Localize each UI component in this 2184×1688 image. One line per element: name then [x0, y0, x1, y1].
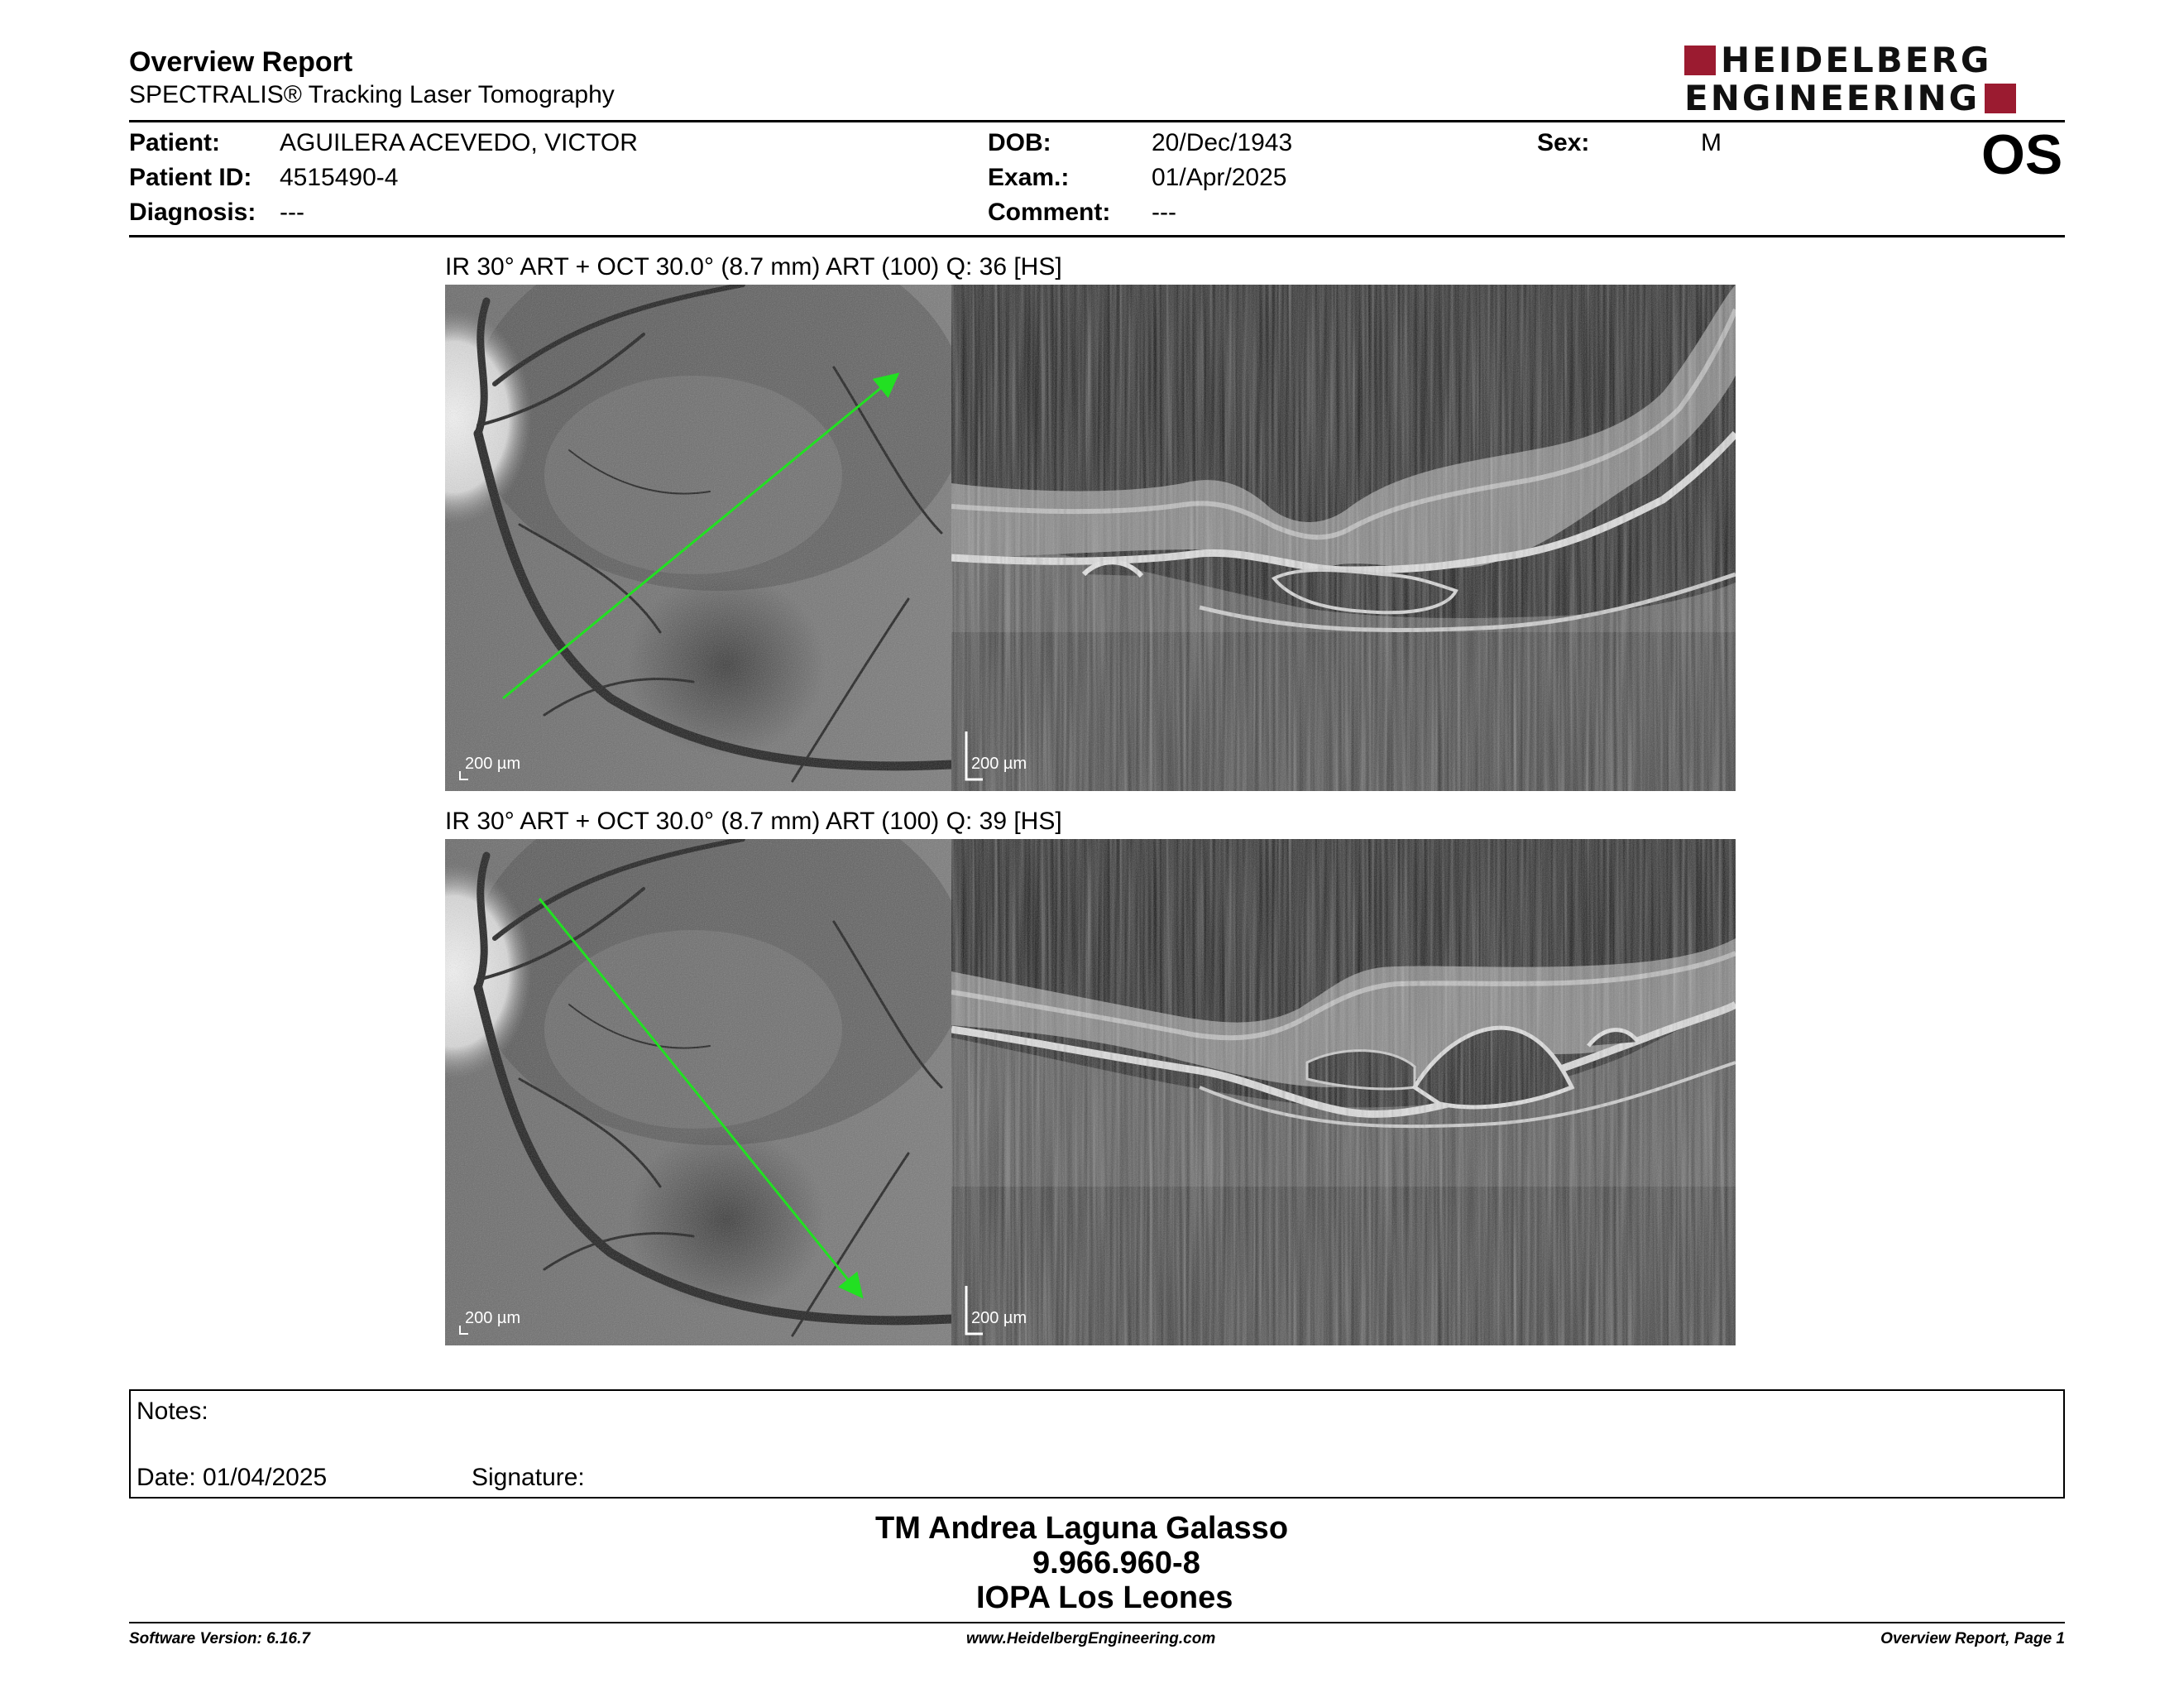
signatory-institution: IOPA Los Leones: [976, 1580, 1233, 1615]
signatory-name: TM Andrea Laguna Galasso: [875, 1511, 1289, 1546]
patient-label: Patient:: [129, 129, 221, 156]
logo-square-icon: [1985, 84, 2016, 113]
footer-divider: [129, 1622, 2065, 1623]
signatory-id: 9.966.960-8: [1032, 1546, 1200, 1580]
scan-1-oct-bscan-image[interactable]: [951, 285, 1736, 791]
notes-date: Date: 01/04/2025: [136, 1464, 328, 1491]
diagnosis-label: Diagnosis:: [129, 199, 256, 226]
diagnosis-value: ---: [280, 199, 304, 226]
eye-indicator: OS: [1981, 123, 2063, 186]
scan-1-oct-scale: 200 µm: [971, 755, 1027, 773]
exam-value: 01/Apr/2025: [1152, 164, 1287, 191]
comment-value: ---: [1152, 199, 1176, 226]
scan-1-ir-scale: 200 µm: [465, 755, 521, 773]
scan-2-ir-fundus-image[interactable]: [445, 839, 951, 1345]
patient-id-value: 4515490-4: [280, 164, 399, 191]
header-divider: [129, 120, 2065, 122]
notes-label: Notes:: [136, 1398, 208, 1425]
patient-divider: [129, 235, 2065, 237]
heidelberg-logo: [1684, 40, 2065, 118]
logo-line1: HEIDELBERG: [1721, 40, 1992, 80]
dob-value: 20/Dec/1943: [1152, 129, 1293, 156]
patient-name: AGUILERA ACEVEDO, VICTOR: [280, 129, 638, 156]
scan-1-ir-fundus-image[interactable]: [445, 285, 951, 791]
software-version: Software Version: 6.16.7: [129, 1630, 310, 1647]
scan-2-oct-bscan-image[interactable]: [951, 839, 1736, 1345]
sex-label: Sex:: [1537, 129, 1590, 156]
comment-label: Comment:: [988, 199, 1111, 226]
report-title: Overview Report: [129, 46, 353, 78]
scan-2-title: IR 30° ART + OCT 30.0° (8.7 mm) ART (100) Q: 39 [HS]: [445, 808, 1062, 835]
scan-2-ir-scale: 200 µm: [465, 1309, 521, 1327]
page-indicator: Overview Report, Page 1: [1880, 1630, 2065, 1647]
logo-line2: ENGINEERING: [1684, 78, 1980, 118]
sex-value: M: [1701, 129, 1722, 156]
dob-label: DOB:: [988, 129, 1051, 156]
logo-square-icon: [1684, 46, 1716, 75]
scan-2-oct-scale: 200 µm: [971, 1309, 1027, 1327]
exam-label: Exam.:: [988, 164, 1070, 191]
notes-box[interactable]: [129, 1389, 2065, 1499]
scan-1-title: IR 30° ART + OCT 30.0° (8.7 mm) ART (100) Q: 36 [HS]: [445, 253, 1062, 281]
website-link[interactable]: www.HeidelbergEngineering.com: [966, 1630, 1216, 1647]
patient-id-label: Patient ID:: [129, 164, 252, 191]
report-subtitle: SPECTRALIS® Tracking Laser Tomography: [129, 81, 615, 108]
notes-signature-label: Signature:: [472, 1464, 585, 1491]
